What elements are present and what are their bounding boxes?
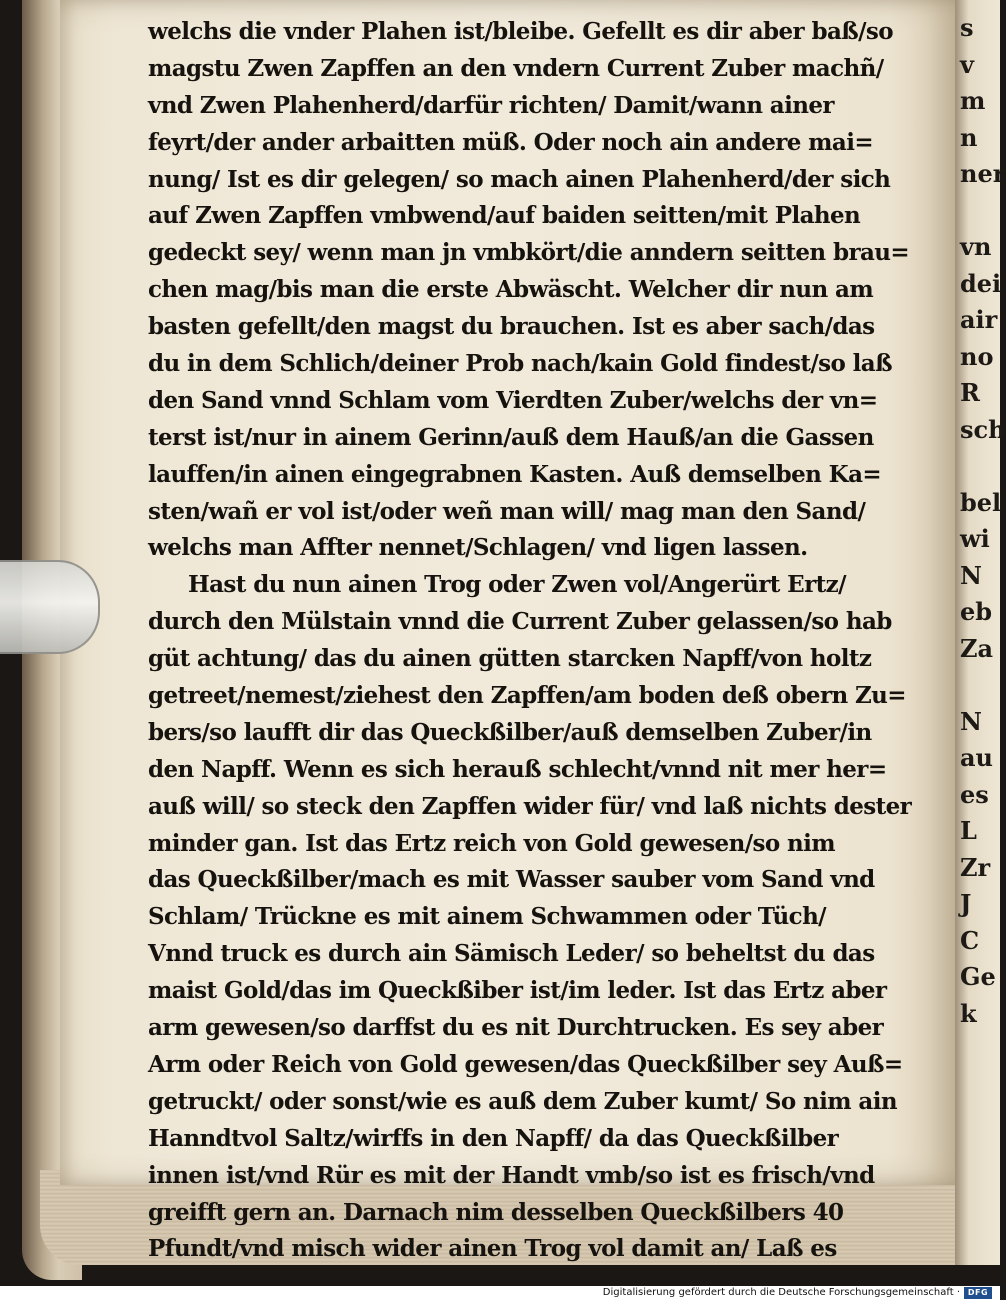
text-line: Vnnd truck es durch ain Sämisch Leder/ so beheltst du das bbox=[148, 940, 875, 968]
text-line: chen mag/bis man die erste Abwäscht. Welcher dir nun am bbox=[148, 276, 874, 304]
dfg-logo: DFG bbox=[964, 1287, 992, 1299]
facing-fragment: wi bbox=[960, 524, 990, 553]
text-line: lauffen/in ainen eingegrabnen Kasten. Auß demselben Ka= bbox=[148, 460, 882, 488]
facing-fragment: air bbox=[960, 305, 998, 334]
text-line: greifft gern an. Darnach nim desselben Queckßilbers 40 bbox=[148, 1198, 844, 1226]
facing-fragment: vn bbox=[960, 232, 992, 261]
facing-fragment: Zr bbox=[960, 852, 991, 882]
text-line: auß will/ so steck den Zapffen wider für/ vnd laß nichts dester bbox=[148, 792, 912, 820]
facing-page-text bbox=[960, 10, 1006, 1032]
text-line: Arm oder Reich von Gold gewesen/das Queckßilber sey Auß= bbox=[148, 1050, 903, 1078]
text-line: minder gan. Ist das Ertz reich von Gold gewesen/so nim bbox=[148, 829, 835, 857]
text-line: du in dem Schlich/deiner Prob nach/kain Gold findest/so laß bbox=[148, 350, 892, 378]
text-line: getruckt/ oder sonst/wie es auß dem Zuber kumt/ So nim ain bbox=[148, 1087, 897, 1115]
facing-fragment: sch bbox=[960, 414, 1006, 444]
facing-fragment: N bbox=[960, 560, 982, 590]
facing-fragment: ner bbox=[960, 159, 1006, 188]
text-line: Pfundt/vnd misch wider ainen Trog vol damit an/ Laß es bbox=[148, 1235, 837, 1263]
text-line: durch den Mülstain vnnd die Current Zuber gelassen/so hab bbox=[148, 608, 892, 636]
facing-fragment: n bbox=[960, 122, 978, 152]
text-line: Hanndtvol Saltz/wirffs in den Napff/ da das Queckßilber bbox=[148, 1124, 839, 1152]
facing-fragment bbox=[960, 448, 1000, 485]
footer-credit: Digitalisierung gefördert durch die Deutsche Forschungsgemeinschaft · bbox=[602, 1287, 960, 1298]
text-line: Schlam/ Trückne es mit ainem Schwammen oder Tüch/ bbox=[148, 903, 826, 931]
facing-fragment: bel bbox=[960, 487, 1002, 517]
text-line: den Sand vnnd Schlam vom Vierdten Zuber/welchs der vn= bbox=[148, 386, 878, 414]
text-line: maist Gold/das im Queckßiber ist/im leder. Ist das Ertz aber bbox=[148, 977, 887, 1005]
facing-fragment: N bbox=[960, 706, 982, 736]
text-line: Hast du nun ainen Trog oder Zwen vol/Angerürt Ertz/ bbox=[188, 571, 846, 599]
page-text bbox=[148, 14, 912, 1268]
text-line: auf Zwen Zapffen vmbwend/auf baiden seitten/mit Plahen bbox=[148, 202, 861, 230]
facing-fragment: J bbox=[960, 889, 972, 918]
facing-fragment: au bbox=[960, 743, 993, 772]
facing-fragment: C bbox=[960, 925, 980, 955]
text-line: welchs die vnder Plahen ist/bleibe. Gefellt es dir aber baß/so bbox=[148, 18, 894, 45]
facing-fragment: eb bbox=[960, 597, 993, 626]
text-line: arm gewesen/so darffst du es nit Durchtrucken. Es sey aber bbox=[148, 1014, 884, 1042]
text-line: vnd Zwen Plahenherd/darfür richten/ Damit/wann ainer bbox=[148, 91, 834, 119]
text-line: terst ist/nur in ainem Gerinn/auß dem Hauß/an die Gassen bbox=[148, 423, 874, 451]
facing-fragment: k bbox=[960, 998, 977, 1028]
text-line: sten/wañ er vol ist/oder weñ man will/ mag man den Sand/ bbox=[148, 497, 866, 525]
text-line: bers/so laufft dir das Queckßilber/auß demselben Zuber/in bbox=[148, 718, 872, 746]
facing-fragment: m bbox=[960, 86, 986, 115]
facing-fragment: Ge bbox=[960, 962, 996, 991]
text-line: güt achtung/ das du ainen gütten starcken Napff/von holtz bbox=[148, 645, 872, 673]
facing-fragment: R bbox=[960, 378, 980, 407]
facing-fragment bbox=[960, 193, 1000, 230]
text-line: innen ist/vnd Rür es mit der Handt vmb/so ist es frisch/vnd bbox=[148, 1161, 875, 1189]
facing-fragment: Za bbox=[960, 633, 994, 663]
facing-fragment: dei bbox=[960, 268, 1002, 298]
text-line: gedeckt sey/ wenn man jn vmbkört/die anndern seitten brau= bbox=[148, 239, 910, 267]
text-line: den Napff. Wenn es sich herauß schlecht/vnnd nit mer her= bbox=[148, 755, 887, 783]
text-line: getreet/nemest/ziehest den Zapffen/am boden deß obern Zu= bbox=[148, 682, 906, 710]
text-line: magstu Zwen Zapffen an den vndern Current Zuber machñ/ bbox=[148, 54, 884, 82]
page-clip bbox=[0, 560, 100, 654]
facing-fragment: v bbox=[960, 49, 974, 79]
facing-fragment: s bbox=[960, 13, 974, 42]
text-line: das Queckßilber/mach es mit Wasser sauber vom Sand vnd bbox=[148, 866, 875, 894]
facing-fragment: L bbox=[960, 816, 977, 845]
facing-fragment bbox=[960, 667, 1000, 704]
footer bbox=[0, 1286, 1000, 1300]
facing-fragment: es bbox=[960, 779, 989, 809]
text-line: basten gefellt/den magst du brauchen. Ist es aber sach/das bbox=[148, 313, 875, 341]
text-line: feyrt/der ander arbaitten müß. Oder noch ain andere mai= bbox=[148, 128, 874, 156]
text-line: nung/ Ist es dir gelegen/ so mach ainen Plahenherd/der sich bbox=[148, 165, 891, 193]
text-line: welchs man Affter nennet/Schlagen/ vnd ligen lassen. bbox=[148, 534, 808, 562]
facing-fragment: no bbox=[960, 341, 994, 371]
